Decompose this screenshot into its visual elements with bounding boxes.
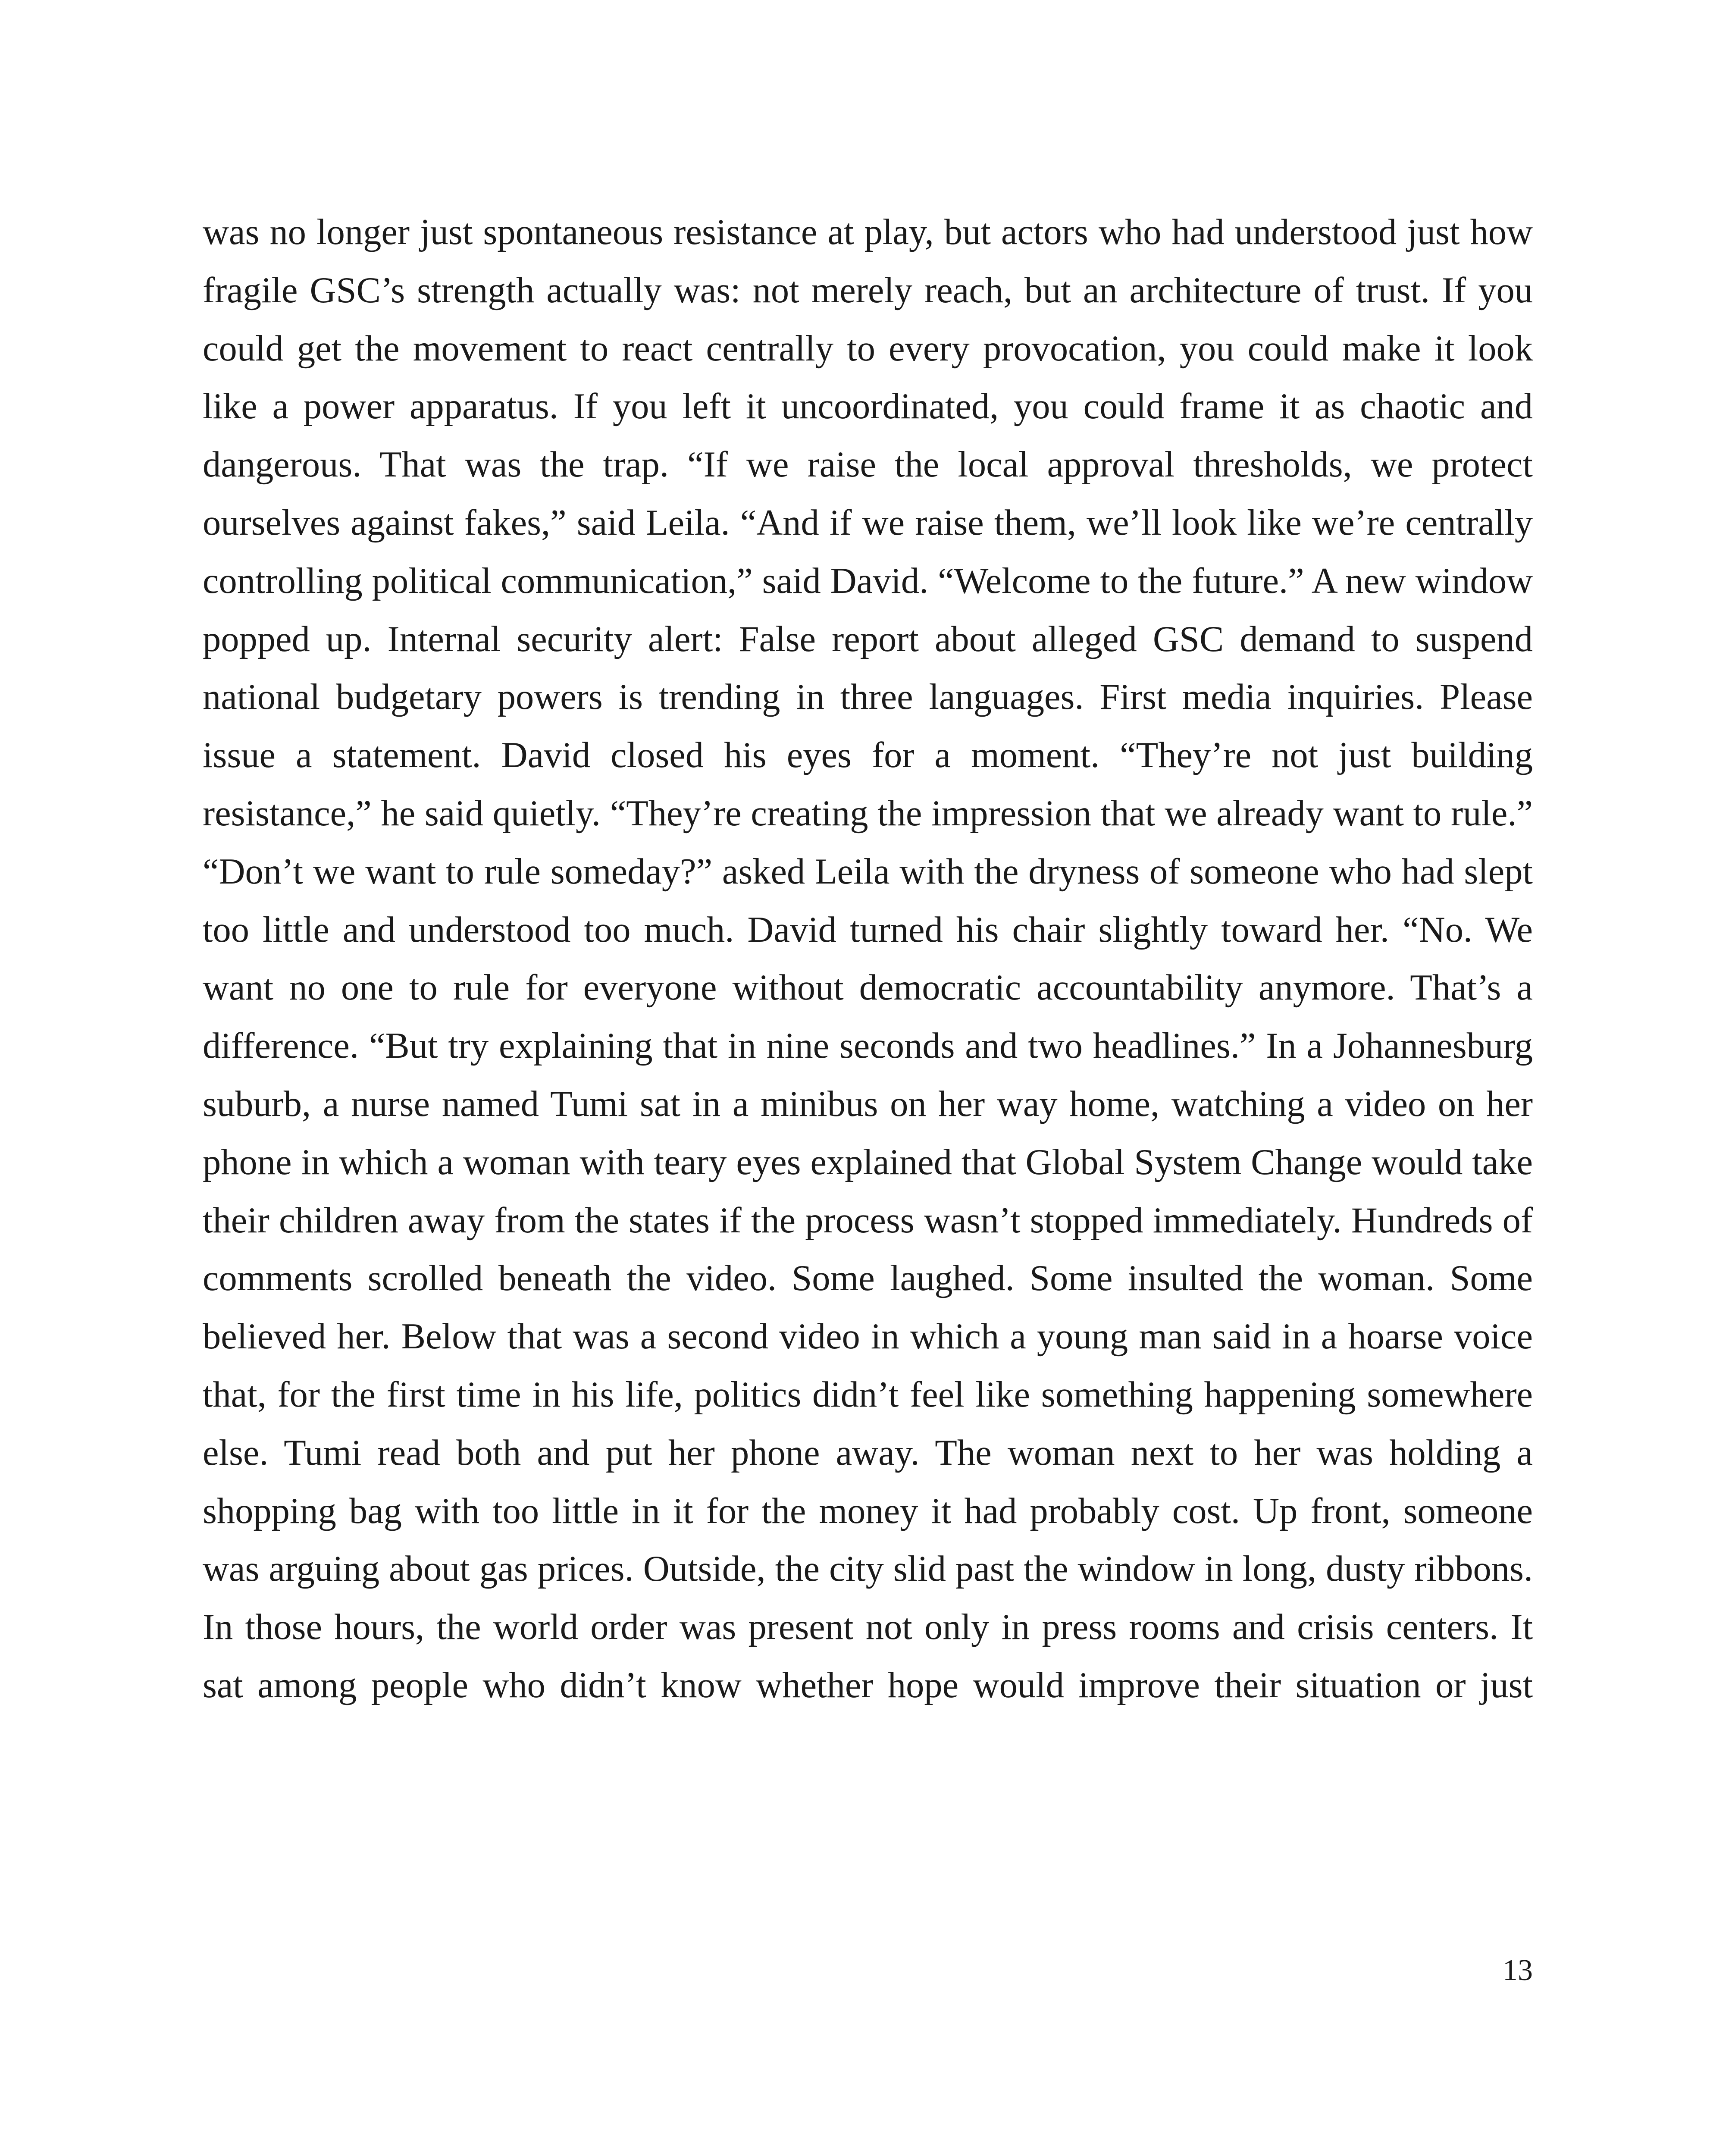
page-number: 13	[1503, 1954, 1533, 1987]
body-paragraph: was no longer just spontaneous resistance at play, but actors who had understood just how fragile GSC’s strength actually was: not merely reach, but an architecture of trust. If you could get the movement to react centrally to every provocation, you could make it look like a power apparatus. If you left it uncoordinated, you could frame it as chaotic and dangerous. That was the trap. “If we raise the local approval thresholds, we protect ourselves against fakes,” said Leila. “And if we raise them, we’ll look like we’re centrally controlling political communication,” said David. “Welcome to the future.” A new window popped up. Internal security alert: False report about alleged GSC demand to suspend national budgetary powers is trending in three languages. First media inquiries. Please issue a statement. David closed his eyes for a moment. “They’re not just building resistance,” he said quietly. “They’re creating the impression that we already want to rule.” “Don’t we want to rule someday?” asked Leila with the dryness of someone who had slept too little and understood too much. David turned his chair slightly toward her. “No. We want no one to rule for everyone without democratic accountability anymore. That’s a difference. “But try explaining that in nine seconds and two headlines.” In a Johannesburg suburb, a nurse named Tumi sat in a minibus on her way home, watching a video on her phone in which a woman with teary eyes explained that Global System Change would take their children away from the states if the process wasn’t stopped immediately. Hundreds of comments scrolled beneath the video. Some laughed. Some insulted the woman. Some believed her. Below that was a second video in which a young man said in a hoarse voice that, for the first time in his life, politics didn’t feel like something happening somewhere else. Tumi read both and put her phone away. The woman next to her was holding a shopping bag with too little in it for the money it had probably cost. Up front, someone was arguing about gas prices. Outside, the city slid past the window in long, dusty ribbons. In those hours, the world order was present not only in press rooms and crisis centers. It sat among people who didn’t know whether hope would improve their situation or just	[203, 212, 1533, 1705]
